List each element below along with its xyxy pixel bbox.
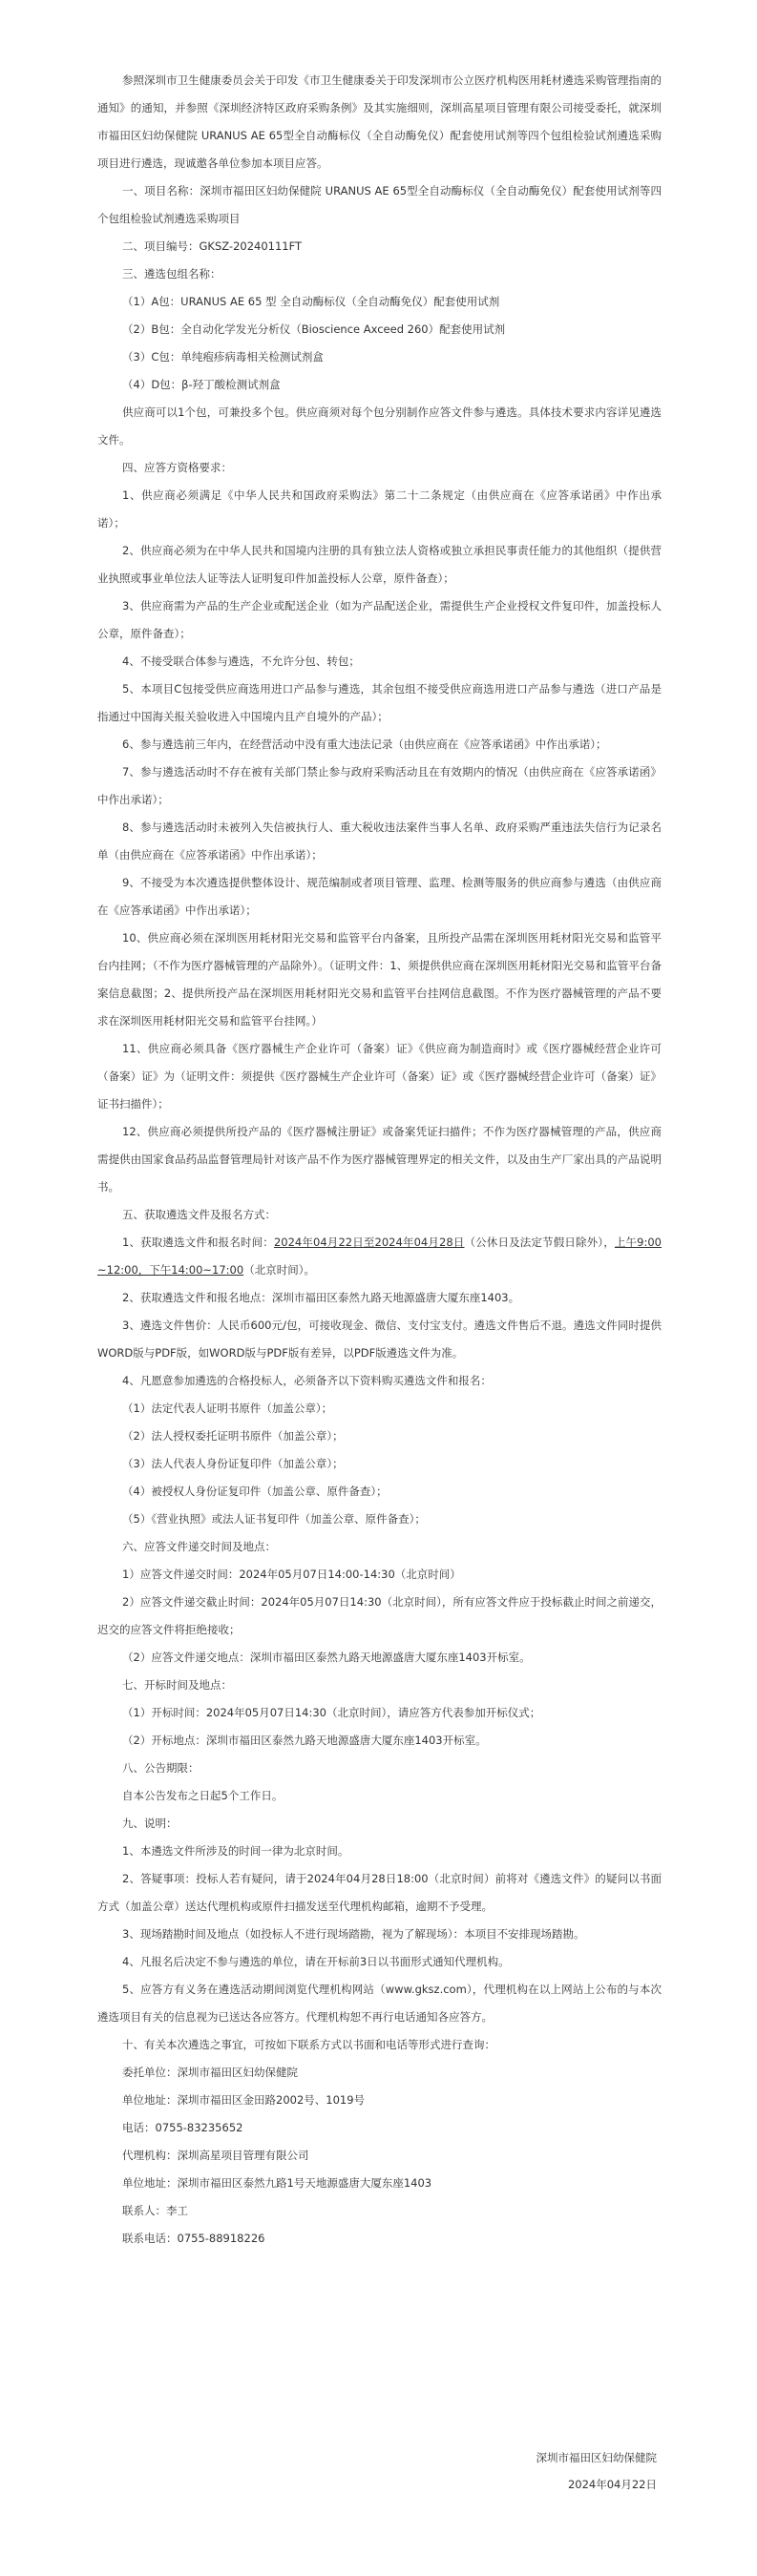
qualification-7: 7、参与遴选活动时不存在被有关部门禁止参与政府采购活动且在有效期内的情况（由供应商在《应答承诺函》中作出承诺）；	[97, 765, 662, 806]
project-number: 二、项目编号：GKSZ-20240111FT	[122, 239, 303, 253]
qualification-4: 4、不接受联合体参与遴选，不允许分包、转包；	[122, 654, 360, 668]
qualification-6: 6、参与遴选前三年内，在经营活动中没有重大违法记录（由供应商在《应答承诺函》中作出承诺）；	[122, 737, 607, 751]
contact-client: 委托单位：深圳市福田区妇幼保健院	[122, 2066, 298, 2079]
section-registration-title: 五、获取遴选文件及报名方式：	[122, 1208, 276, 1221]
qualification-10: 10、供应商必须在深圳医用耗材阳光交易和监管平台内备案，且所投产品需在深圳医用耗材阳光交易和监管平台内挂网；（不作为医疗器械管理的产品除外）。（证明文件：1、须提供供应商在深圳医用耗材阳光交易和监管平台备案信息截图；2、提供所投产品在深圳医用耗材阳光交易和监管平台挂网信息截图。不作为医疗器械管理的产品不要求在深圳医用耗材阳光交易和监管平台挂网。）	[97, 931, 662, 1028]
notice-period: 自本公告发布之日起5个工作日。	[122, 1789, 284, 1802]
section-qualification-title: 四、应答方资格要求：	[122, 461, 232, 474]
package-b: （2）B包：全自动化学发光分析仪（Bioscience Axceed 260）配套使用试剂	[122, 322, 506, 336]
note-2: 2、答疑事项：投标人若有疑问，请于2024年04月28日18:00（北京时间）前将对《遴选文件》的疑问以书面方式（加盖公章）送达代理机构或原件扫描发送至代理机构邮箱，逾期不予受理。	[97, 1872, 662, 1913]
registration-time-suffix: （北京时间）。	[243, 1263, 315, 1277]
registration-location: 2、获取遴选文件和报名地点：深圳市福田区泰然九路天地源盛唐大厦东座1403。	[122, 1291, 520, 1304]
material-4: （4）被授权人身份证复印件（加盖公章、原件备查）；	[122, 1485, 388, 1498]
section-notes-title: 九、说明：	[122, 1817, 178, 1830]
signature-block	[536, 2444, 658, 2498]
project-name: 一、项目名称：深圳市福田区妇幼保健院 URANUS AE 65型全自动酶标仪（全自动酶免仪）配套使用试剂等四个包组检验试剂遴选采购项目	[97, 184, 662, 225]
material-5: （5）《营业执照》或法人证书复印件（加盖公章、原件备查）；	[122, 1512, 426, 1526]
intro-paragraph: 参照深圳市卫生健康委员会关于印发《市卫生健康委关于印发深圳市公立医疗机构医用耗材遴选采购管理指南的通知》的通知，并参照《深圳经济特区政府采购条例》及其实施细则，深圳高星项目管理有限公司接受委托，就深圳市福田区妇幼保健院 URANUS AE 65型全自动酶标仪（全自动酶免仪）配套使用试剂等四个包组检验试剂遴选采购项目进行遴选，现诚邀各单位参加本项目应答。	[97, 73, 662, 170]
contact-client-address: 单位地址：深圳市福田区金田路2002号、1019号	[122, 2093, 366, 2107]
material-1: （1）法定代表人证明书原件（加盖公章）；	[122, 1402, 333, 1415]
qualification-11: 11、供应商必须具备《医疗器械生产企业许可（备案）证》《供应商为制造商时》或《医疗器械经营企业许可（备案）证》为（证明文件：须提供《医疗器械生产企业许可（备案）证》或《医疗器械经营企业许可（备案）证》证书扫描件）；	[97, 1042, 662, 1111]
section-contact-title: 十、有关本次遴选之事宜，可按如下联系方式以书面和电话等形式进行查询：	[122, 2038, 495, 2051]
qualification-3: 3、供应商需为产品的生产企业或配送企业（如为产品配送企业，需提供生产企业授权文件复印件，加盖投标人公章，原件备查）；	[97, 599, 662, 640]
document-price: 3、遴选文件售价：人民币600元/包，可接收现金、微信、支付宝支付。遴选文件售后不退。遴选文件同时提供WORD版与PDF版，如WORD版与PDF版有差异，以PDF版遴选文件为准。	[97, 1319, 662, 1360]
qualification-5: 5、本项目C包接受供应商选用进口产品参与遴选，其余包组不接受供应商选用进口产品参与遴选（进口产品是指通过中国海关报关验收进入中国境内且产自境外的产品）；	[97, 682, 662, 723]
registration-time	[97, 1229, 662, 1284]
submission-deadline: 2）应答文件递交截止时间：2024年05月07日14:30（北京时间），所有应答文件应于投标截止时间之前递交，迟交的应答文件将拒绝接收；	[97, 1595, 662, 1636]
package-a: （1）A包：URANUS AE 65 型 全自动酶标仪（全自动酶免仪）配套使用试剂	[122, 295, 500, 308]
opening-time: （1）开标时间：2024年05月07日14:30（北京时间），请应答方代表参加开标仪式；	[122, 1706, 541, 1719]
submission-location: （2）应答文件递交地点：深圳市福田区泰然九路天地源盛唐大厦东座1403开标室。	[122, 1651, 531, 1664]
contact-agency: 代理机构：深圳高星项目管理有限公司	[122, 2149, 309, 2162]
qualification-1: 1、供应商必须满足《中华人民共和国政府采购法》第二十二条规定（由供应商在《应答承诺函》中作出承诺）；	[97, 488, 662, 530]
signature-date: 2024年04月22日	[567, 2478, 657, 2491]
packages-note: 供应商可以1个包，可兼投多个包。供应商须对每个包分别制作应答文件参与遴选。具体技术要求内容详见遴选文件。	[97, 405, 662, 447]
qualification-9: 9、不接受为本次遴选提供整体设计、规范编制或者项目管理、监理、检测等服务的供应商参与遴选（由供应商在《应答承诺函》中作出承诺）；	[97, 876, 662, 917]
qualification-2: 2、供应商必须为在中华人民共和国境内注册的具有独立法人资格或独立承担民事责任能力的其他组织（提供营业执照或事业单位法人证等法人证明复印件加盖投标人公章，原件备查）；	[97, 544, 662, 585]
registration-date-range: 2024年04月22日至2024年04月28日	[273, 1236, 465, 1249]
note-1: 1、本遴选文件所涉及的时间一律为北京时间。	[122, 1844, 349, 1858]
contact-agency-phone: 联系电话：0755-88918226	[122, 2232, 265, 2245]
contact-client-phone: 电话：0755-83235652	[122, 2121, 243, 2134]
package-d: （4）D包：β-羟丁酸检测试剂盒	[122, 378, 281, 391]
package-c: （3）C包：单纯疱疹病毒相关检测试剂盒	[122, 350, 324, 364]
signature-organization: 深圳市福田区妇幼保健院	[536, 2451, 657, 2464]
section-submission-title: 六、应答文件递交时间及地点：	[122, 1540, 276, 1553]
material-3: （3）法人代表人身份证复印件（加盖公章）；	[122, 1457, 344, 1470]
note-3: 3、现场踏勘时间及地点（如投标人不进行现场踏勘，视为了解现场）：本项目不安排现场踏勘。	[122, 1927, 585, 1941]
material-2: （2）法人授权委托证明书原件（加盖公章）；	[122, 1429, 344, 1443]
registration-hours: 上午9:00~12:00，下午14:00~17:00	[97, 1236, 662, 1277]
submission-time: 1）应答文件递交时间：2024年05月07日14:00-14:30（北京时间）	[122, 1568, 461, 1581]
section-packages-title: 三、遴选包组名称：	[122, 267, 221, 280]
registration-time-prefix: 1、获取遴选文件和报名时间：	[122, 1236, 274, 1249]
registration-time-note: （公休日及法定节假日除外），	[464, 1236, 615, 1249]
note-5: 5、应答方有义务在遴选活动期间浏览代理机构网站（www.gksz.com），代理机构在以上网站上公布的与本次遴选项目有关的信息视为已送达各应答方。代理机构恕不再行电话通知各应答方。	[97, 1983, 662, 2024]
registration-materials-intro: 4、凡愿意参加遴选的合格投标人，必须备齐以下资料购买遴选文件和报名：	[122, 1374, 492, 1387]
qualification-12: 12、供应商必须提供所投产品的《医疗器械注册证》或备案凭证扫描件；不作为医疗器械管理的产品，供应商需提供由国家食品药品监督管理局针对该产品不作为医疗器械管理界定的相关文件，以及由生产厂家出具的产品说明书。	[97, 1125, 662, 1194]
qualification-8: 8、参与遴选活动时未被列入失信被执行人、重大税收违法案件当事人名单、政府采购严重违法失信行为记录名单（由供应商在《应答承诺函》中作出承诺）；	[97, 821, 662, 862]
opening-location: （2）开标地点：深圳市福田区泰然九路天地源盛唐大厦东座1403开标室。	[122, 1734, 487, 1747]
section-opening-title: 七、开标时间及地点：	[122, 1678, 232, 1692]
contact-person: 联系人：李工	[122, 2204, 188, 2217]
note-4: 4、凡报名后决定不参与遴选的单位，请在开标前3日以书面形式通知代理机构。	[122, 1955, 510, 1968]
section-notice-period-title: 八、公告期限：	[122, 1761, 200, 1775]
contact-agency-address: 单位地址：深圳市福田区泰然九路1号天地源盛唐大厦东座1403	[122, 2176, 432, 2190]
